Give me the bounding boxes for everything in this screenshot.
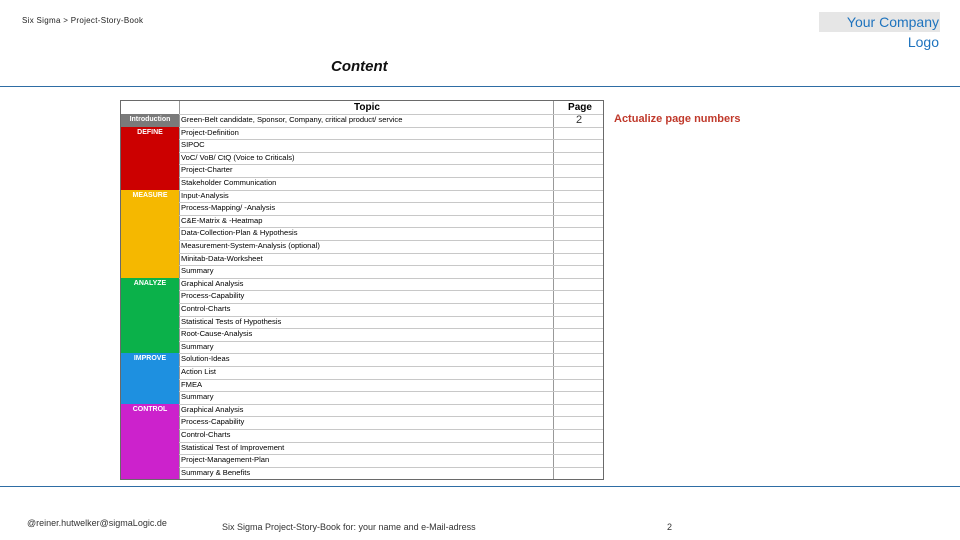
page-cell bbox=[555, 290, 603, 303]
topic-cell: Control-Charts bbox=[181, 304, 231, 313]
page-cell bbox=[555, 416, 603, 429]
company-logo-placeholder: Your Company Logo bbox=[819, 12, 940, 32]
page-cell bbox=[555, 391, 603, 404]
page-cell bbox=[555, 202, 603, 215]
phase-measure: MEASURE bbox=[121, 190, 179, 278]
topic-cell: Input-Analysis bbox=[181, 190, 229, 200]
phase-control: CONTROL bbox=[121, 404, 179, 480]
breadcrumb: Six Sigma > Project-Story-Book bbox=[22, 16, 144, 25]
topic-cell: Project-Charter bbox=[181, 165, 233, 175]
topic-cell: Process-Capability bbox=[181, 291, 245, 301]
page-cell: 2 bbox=[575, 114, 583, 126]
page-cell bbox=[555, 366, 603, 379]
phase-introduction: Introduction bbox=[121, 114, 179, 127]
topic-cell: Project-Management-Plan bbox=[181, 455, 270, 465]
topic-cell: Statistical Test of Improvement bbox=[181, 442, 285, 452]
topic-cell: Summary bbox=[181, 392, 214, 402]
topic-cell: Summary bbox=[181, 341, 214, 351]
topic-cell: Summary & Benefits bbox=[181, 467, 251, 477]
topic-cell: Statistical Tests of Hypothesis bbox=[181, 316, 282, 326]
topic-cell: Root-Cause-Analysis bbox=[181, 329, 253, 339]
topic-cell: Solution-Ideas bbox=[181, 354, 230, 364]
column-header-page: Page bbox=[568, 102, 592, 113]
page-cell bbox=[555, 442, 603, 455]
page-cell bbox=[555, 278, 603, 291]
footer-title: Six Sigma Project-Story-Book for: your name and e-Mail-adress bbox=[222, 522, 476, 532]
page-cell bbox=[555, 353, 603, 366]
note-actualize-pages: Actualize page numbers bbox=[614, 113, 741, 125]
topic-cell: Green-Belt candidate, Sponsor, Company, critical product/ service bbox=[181, 115, 403, 124]
phase-define: DEFINE bbox=[121, 127, 179, 190]
topic-cell: C&E-Matrix & -Heatmap bbox=[181, 215, 263, 225]
page-cell bbox=[555, 253, 603, 266]
topic-cell: FMEA bbox=[181, 379, 203, 389]
page-cell bbox=[555, 127, 603, 140]
topic-cell: Graphical Analysis bbox=[181, 404, 244, 414]
footer-divider bbox=[0, 486, 960, 487]
page-title: Content bbox=[331, 58, 388, 75]
topic-cell: Project-Definition bbox=[181, 127, 239, 137]
topic-cell: Control-Charts bbox=[181, 430, 231, 439]
page-cell bbox=[555, 164, 603, 177]
page-cell bbox=[555, 404, 603, 417]
page-cell bbox=[555, 379, 603, 392]
page-cell bbox=[555, 467, 603, 480]
page-cell bbox=[555, 240, 603, 253]
page-cell bbox=[555, 328, 603, 341]
page-cell bbox=[555, 429, 603, 442]
topic-cell: Summary bbox=[181, 266, 214, 276]
page-cell bbox=[555, 303, 603, 316]
topic-cell: Graphical Analysis bbox=[181, 278, 244, 288]
page-cell bbox=[555, 316, 603, 329]
phase-analyze: ANALYZE bbox=[121, 278, 179, 354]
topic-cell: Process-Mapping/ -Analysis bbox=[181, 203, 276, 213]
footer-page-number: 2 bbox=[667, 522, 673, 532]
topic-cell: VoC/ VoB/ CtQ (Voice to Criticals) bbox=[181, 152, 295, 162]
topic-cell: Minitab-Data-Worksheet bbox=[181, 253, 263, 263]
page-cell bbox=[555, 265, 603, 278]
column-header-topic: Topic bbox=[354, 102, 380, 113]
topic-cell: Stakeholder Communication bbox=[181, 178, 277, 187]
topic-cell: Action List bbox=[181, 367, 217, 376]
page-cell bbox=[555, 190, 603, 203]
page-cell bbox=[555, 227, 603, 240]
page-cell bbox=[555, 341, 603, 354]
topic-cell: Data-Collection-Plan & Hypothesis bbox=[181, 228, 298, 238]
page-cell bbox=[555, 177, 603, 190]
page-cell bbox=[555, 454, 603, 467]
topic-cell: SIPOC bbox=[181, 140, 205, 150]
topic-cell: Measurement-System-Analysis (optional) bbox=[181, 241, 320, 250]
page-cell bbox=[555, 152, 603, 165]
header-divider bbox=[0, 86, 960, 87]
page-cell bbox=[555, 139, 603, 152]
footer-email: @reiner.hutwelker@sigmaLogic.de bbox=[27, 518, 167, 528]
topic-cell: Process-Capability bbox=[181, 417, 245, 427]
phase-improve: IMPROVE bbox=[121, 353, 179, 403]
page-cell bbox=[555, 215, 603, 228]
table-of-contents bbox=[120, 100, 604, 480]
